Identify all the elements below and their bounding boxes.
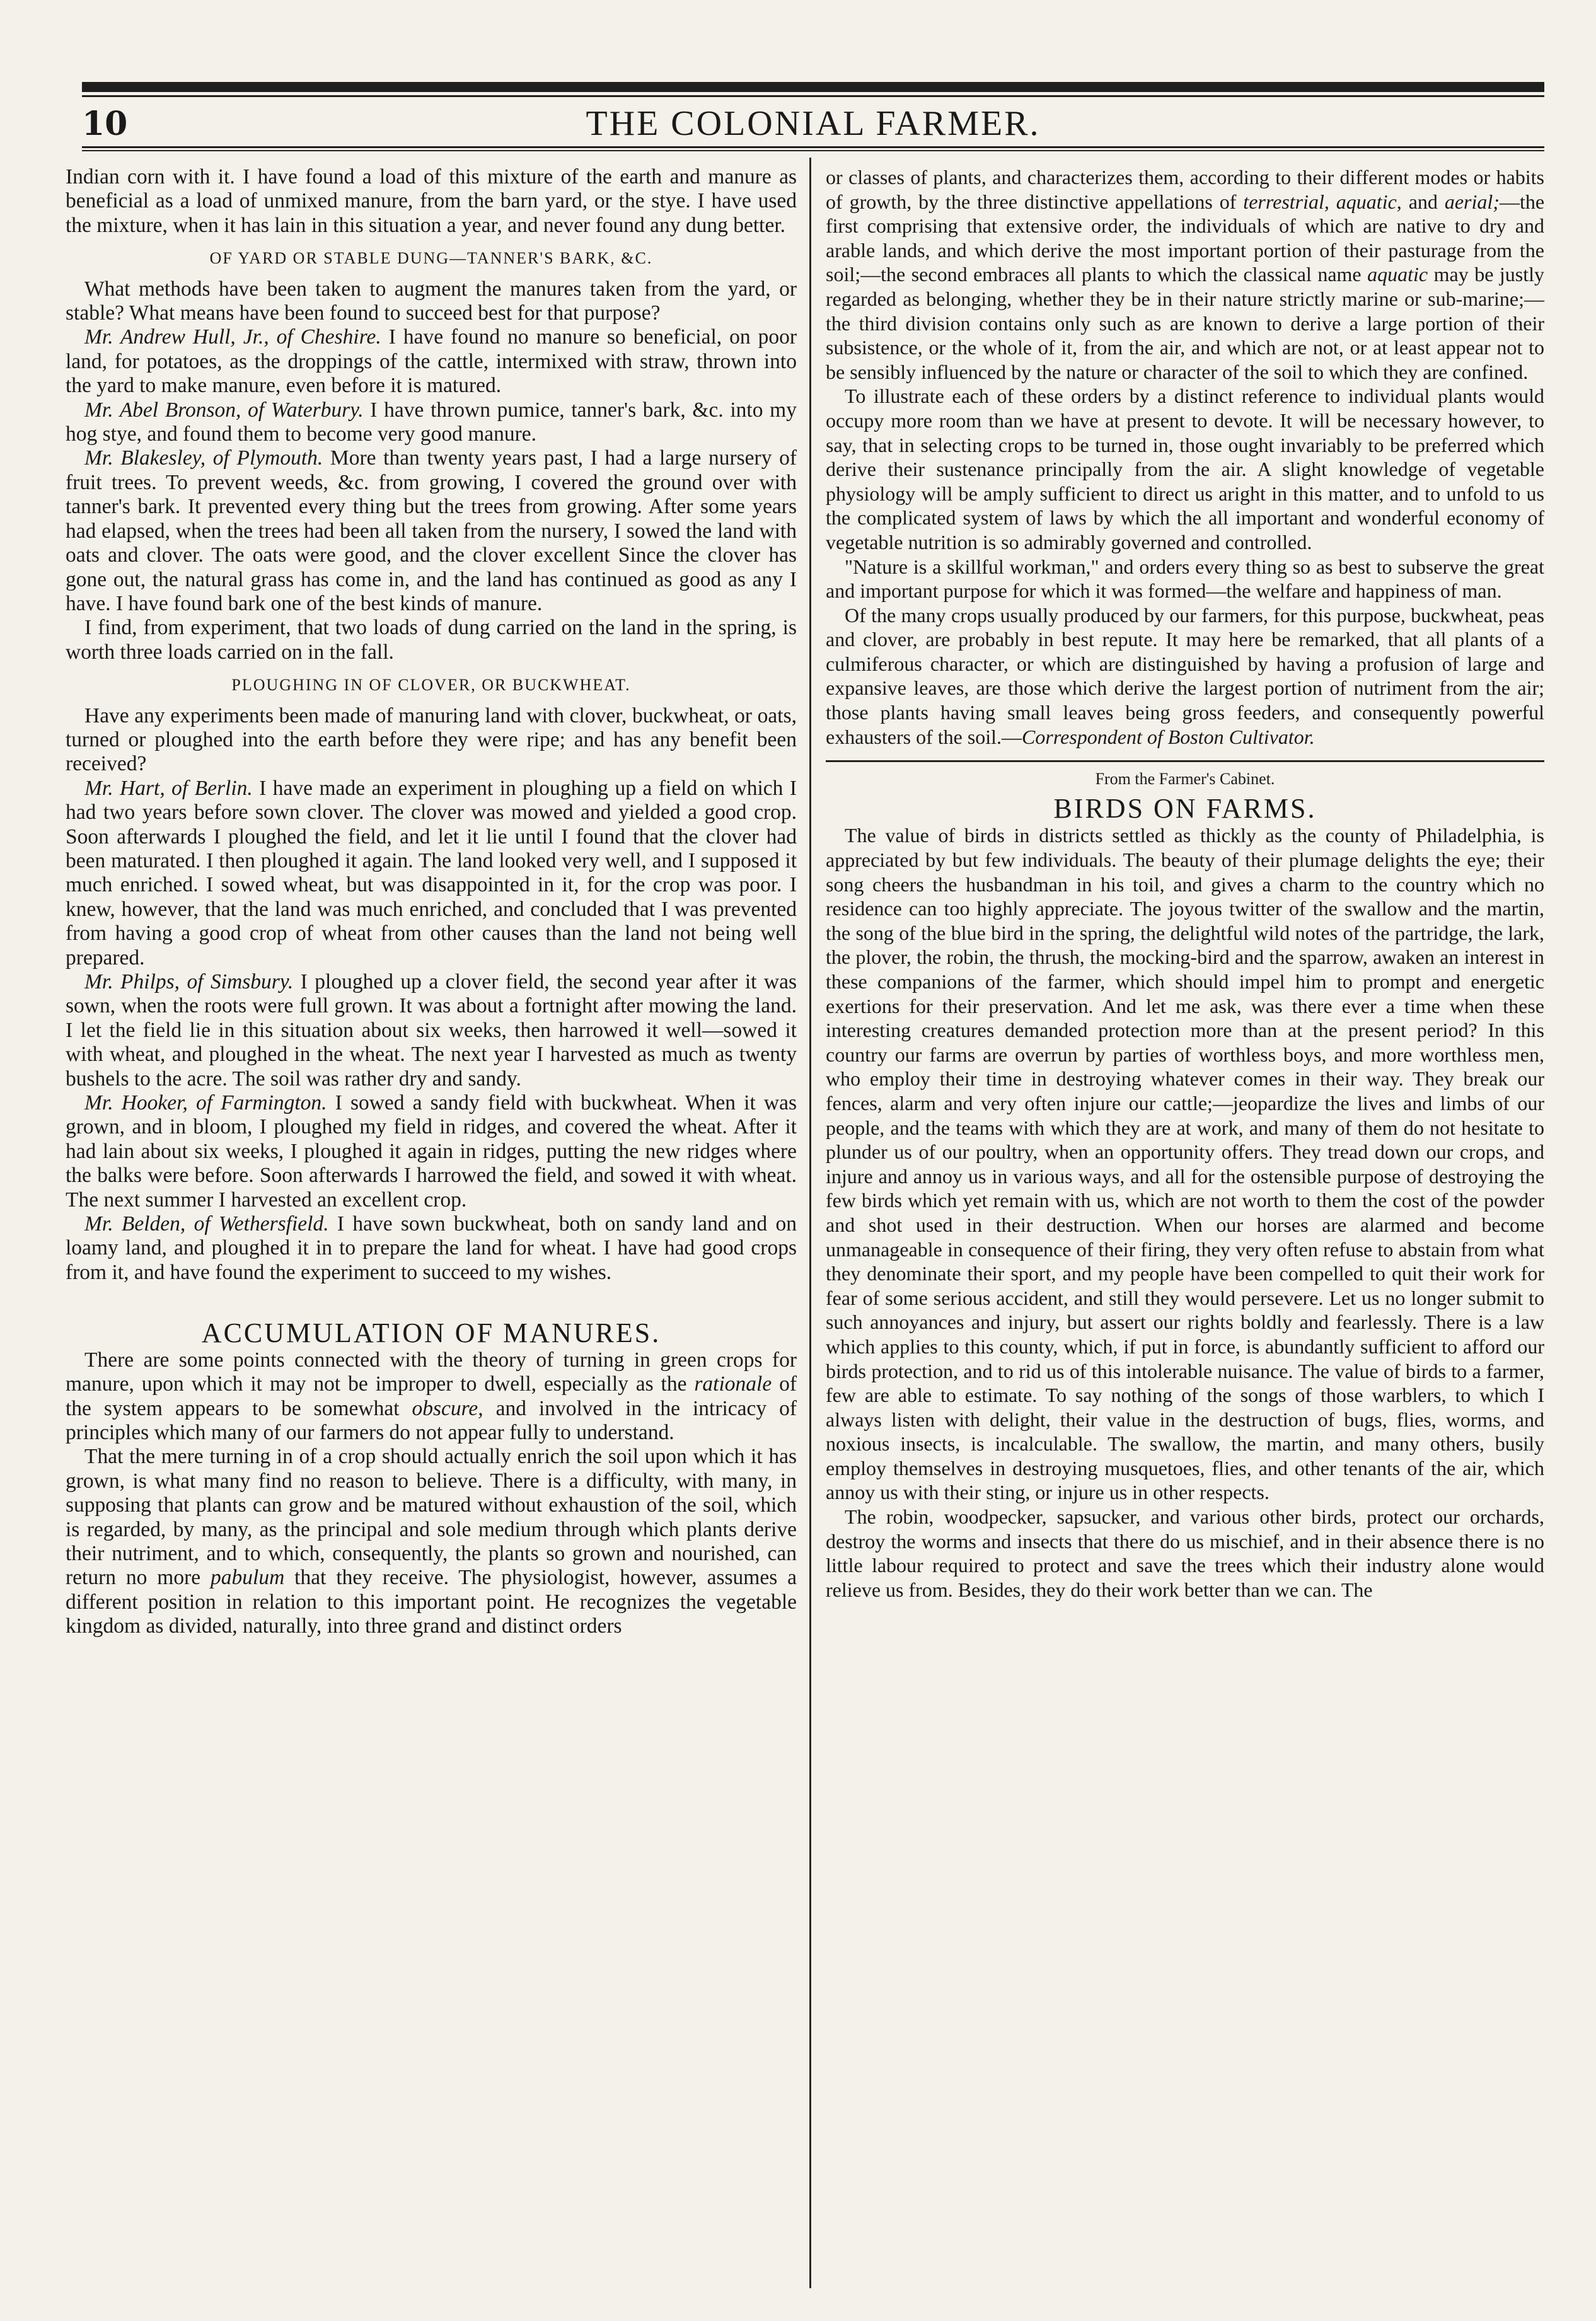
article-title: ACCUMULATION OF MANURES. <box>201 1317 661 1349</box>
paragraph: Mr. Abel Bronson, of Waterbury. I have thrown pumice, tanner's bark, &c. into my hog stye, and found them to become very good manure. <box>66 398 797 446</box>
paragraph: "Nature is a skillful workman," and orders every thing so as best to subserve the great and important purpose for which it was formed—the welfare and happiness of man. <box>826 555 1544 603</box>
right-column <box>826 165 1544 1602</box>
page-number: 10 <box>82 105 128 143</box>
paragraph: There are some points connected with the theory of turning in green crops for manure, upon which it may not be improper to dwell, especially as the rationale of the system appears to be somewhat obscure, and involved in the intricacy of principles which many of our farmers do not appear fully to understand. <box>66 1348 797 1444</box>
header-rule-thin <box>82 150 1544 151</box>
section-heading: OF YARD OR STABLE DUNG—TANNER'S BARK, &C. <box>209 249 653 268</box>
article-attribution: Correspondent of Boston Cultivator. <box>1022 725 1315 748</box>
paragraph: Have any experiments been made of manuring land with clover, buckwheat, or oats, turned or ploughed into the earth before they were ripe; and has any benefit been received? <box>66 703 797 776</box>
page-header <box>82 100 1544 144</box>
correspondent-name: Mr. Andrew Hull, Jr., of Cheshire. <box>84 325 381 349</box>
top-border-rule <box>82 82 1544 92</box>
paragraph: Mr. Blakesley, of Plymouth. More than twenty years past, I had a large nursery of fruit trees. To prevent weeds, &c. from growing, I covered the ground over with tanner's bark. It prevented every thing but the trees from growing. After some years had elapsed, when the trees had been all taken from the nursery, I sowed the land with oats and clover. The oats were good, and the clover excellent Since the clover has gone out, the natural grass has come in, and the land has continued as good as any I have. I have found bark one of the best kinds of manure. <box>66 446 797 615</box>
paragraph: I find, from experiment, that two loads of dung carried on the land in the spring, is worth three loads carried on in the fall. <box>66 616 797 664</box>
top-border-rule-thin <box>82 95 1544 97</box>
spacer <box>66 1285 797 1316</box>
correspondent-name: Mr. Philps, of Simsbury. <box>84 970 294 993</box>
section-heading: PLOUGHING IN OF CLOVER, OR BUCKWHEAT. <box>231 676 631 695</box>
paragraph: Mr. Belden, of Wethersfield. I have sown buckwheat, both on sandy land and on loamy land, and ploughed it in to prepare the land for wheat. I have had good crops from it, and have found the experiment to succeed to my wishes. <box>66 1212 797 1284</box>
left-column <box>66 165 797 1639</box>
correspondent-name: Mr. Hooker, of Farmington. <box>84 1091 327 1115</box>
paragraph: To illustrate each of these orders by a distinct reference to individual plants would occupy more room than we have at present to devote. It will be necessary however, to say, that in selecting crops to be turned in, those ought invariably to be preferred which derive their sustenance principally from the air. A slight knowledge of vegetable physiology will be amply sufficient to direct us aright in this matter, and to unfold to us the complicated system of laws by which the all important and wonderful economy of vegetable nutrition is so admirably governed and controlled. <box>826 385 1544 553</box>
paragraph: Mr. Hart, of Berlin. I have made an experiment in ploughing up a field on which I had two years before sown clover. The clover was mowed and yielded a good crop. Soon afterwards I ploughed the field, and let it lie until I found that the clover had been maturated. I then ploughed it again. The land looked very well, and I supposed it much enriched. I sowed wheat, but was disappointed in it, for the crop was poor. I knew, however, that the land was much enriched, and concluded that I was prevented from having a good crop of wheat from other causes than the land not being well prepared. <box>66 776 797 969</box>
article-separator-rule <box>826 760 1544 762</box>
correspondent-name: Mr. Hart, of Berlin. <box>84 776 253 800</box>
article-title: BIRDS ON FARMS. <box>1053 792 1317 824</box>
correspondent-name: Mr. Abel Bronson, of Waterbury. <box>84 398 364 422</box>
correspondent-name: Mr. Belden, of Wethersfield. <box>84 1212 329 1236</box>
paragraph: Mr. Philps, of Simsbury. I ploughed up a clover field, the second year after it was sown, when the roots were full grown. It was about a fortnight after mowing the land. I let the field lie in this situation about six weeks, then harrowed it well—sowed it with wheat, and ploughed in the wheat. The next year I harvested as much as twenty bushels to the acre. The soil was rather dry and sandy. <box>66 970 797 1091</box>
paragraph: What methods have been taken to augment the manures taken from the yard, or stable? What means have been found to succeed best for that purpose? <box>66 277 797 325</box>
paragraph: Mr. Andrew Hull, Jr., of Cheshire. I have found no manure so beneficial, on poor land, for potatoes, as the droppings of the cattle, intermixed with straw, thrown into the yard to make manure, even before it is matured. <box>66 325 797 398</box>
paragraph: The value of birds in districts settled as thickly as the county of Philadelphia, is appreciated by but few individuals. The beauty of their plumage delights the eye; their song cheers the husbandman in his toil, and gives a charm to the country which no residence can too highly appreciate. The joyous twitter of the swallow and the martin, the song of the blue bird in the spring, the delightful wild notes of the partridge, the lark, the plover, the robin, the thrush, the mocking-bird and the sparrow, awaken an interest in these companions of the farmer, which should impel him to prompt and energetic exertions for their preservation. And let me ask, was there ever a time when these interesting creatures demanded protection more than at the present period? In this country our farms are overrun by parties of worthless boys, and more worthless men, who employ their time in destroying whatever comes in their way. They break our fences, alarm and very often injure our cattle;—jeopardize the lives and limbs of our people, and the teams with which they are at work, and many of them do not hesitate to plunder us of our poultry, when an opportunity offers. They tread down our crops, and injure and annoy us in various ways, and all for the ostensible purpose of destroying the few birds which yet remain with us, which are not worth to them the cost of the powder and shot used in their destruction. When our horses are alarmed and become unmanageable in consequence of their firing, they very often refuse to abstain from what they denominate their sport, and my people have been compelled to quit their work for fear of some serious accident, and still they would persevere. Let us no longer submit to such annoyances and injury, but assert our rights boldly and fearlessly. There is a law which applies to this county, which, if put in force, is abundantly sufficient to afford our birds protection, and to rid us of this intolerable nuisance. The value of birds to a farmer, few are able to estimate. To say nothing of the songs of those warblers, to which I always listen with delight, their value in the destruction of bugs, flies, worms, and noxious insects, is incalculable. The swallow, the martin, and many others, busily employ themselves in destroying musquetoes, flies, and other tenants of the air, which annoy us with their sting, or injure us in other respects. <box>826 824 1544 1504</box>
paragraph: That the mere turning in of a crop should actually enrich the soil upon which it has grown, is what many find no reason to believe. There is a difficulty, with many, in supposing that plants can grow and be matured without exhaustion of the soil, which is regarded, by many, as the principal and sole medium through which plants derive their nutriment, and to which, consequently, the plants so grown and nourished, can return no more pabulum that they receive. The physiologist, however, assumes a different position in relation to this important point. He recognizes the vegetable kingdom as divided, naturally, into three grand and distinct orders <box>66 1445 797 1638</box>
correspondent-name: Mr. Blakesley, of Plymouth. <box>84 446 323 470</box>
header-rule <box>82 146 1544 148</box>
paragraph: or classes of plants, and characterizes them, according to their different modes or habits of growth, by the three distinctive appellations of terrestrial, aquatic, and aerial;—the first comprising that extensive order, the individuals of which are native to dry and arable lands, and which derive the most important portion of their pasturage from the soil;—the second embraces all plants to which the classical name aquatic may be justly regarded as belonging, whether they be in their nature strictly marine or sub-marine;—the third division contains only such as are known to derive a large portion of their subsistence, or the whole of it, from the air, and which are not, or at least appear not to be sensibly influenced by the nature or character of the soil to which they are confined. <box>826 166 1545 383</box>
paragraph: Mr. Hooker, of Farmington. I sowed a sandy field with buckwheat. When it was grown, and in bloom, I ploughed my field in ridges, and covered the wheat. After it had lain about six weeks, I ploughed it again in ridges, putting the new ridges where the balks were before. Soon afterwards I harrowed the field, and sowed it with wheat. The next summer I harvested an excellent crop. <box>66 1091 797 1212</box>
column-divider <box>809 158 811 2288</box>
article-source: From the Farmer's Cabinet. <box>1095 770 1275 789</box>
paragraph: Of the many crops usually produced by our farmers, for this purpose, buckwheat, peas and clover, are probably in best repute. It may here be remarked, that all plants of a culmiferous character, or which are distinguished by having a profusion of large and expansive leaves, are those which derive the largest portion of nutriment from the air; those plants having small leaves being gross feeders, and consequently powerful exhausters of the soil.—Correspondent of Boston Cultivator. <box>826 603 1544 748</box>
masthead-title: THE COLONIAL FARMER. <box>586 104 1041 143</box>
paragraph: Indian corn with it. I have found a load of this mixture of the earth and manure as beneficial as a load of unmixed manure, from the barn yard, or the stye. I have used the mixture, when it has lain in this situation a year, and never found any dung better. <box>66 165 797 237</box>
paragraph: The robin, woodpecker, sapsucker, and various other birds, protect our orchards, destroy the worms and insects that there do us mischief, and in their absence there is no little labour required to protect and save the trees which their industry alone would relieve us from. Besides, they do their work better than we can. The <box>826 1505 1544 1601</box>
